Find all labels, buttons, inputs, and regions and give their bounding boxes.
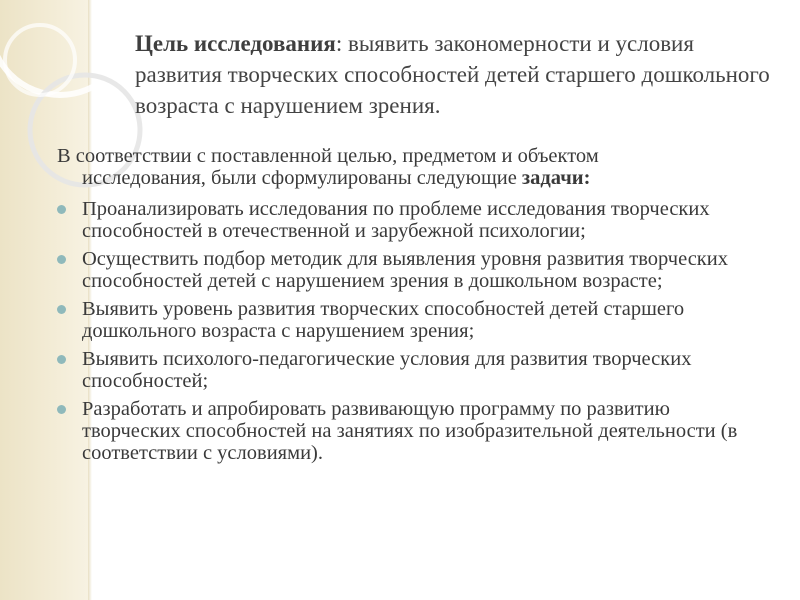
heading-colon: :	[335, 31, 343, 56]
heading-label: Цель исследования	[135, 31, 336, 56]
intro-tasks-word: задачи:	[521, 167, 591, 189]
intro-paragraph	[57, 145, 757, 189]
task-text: Выявить уровень развития творческих способностей детей старшего дошкольного возраста с нарушением зрения;	[82, 298, 685, 342]
task-item	[57, 348, 767, 392]
slide-heading	[135, 28, 775, 121]
task-item	[57, 248, 767, 292]
tasks-list	[57, 198, 767, 470]
bullet-icon	[57, 205, 66, 214]
bullet-icon	[57, 305, 66, 314]
task-text: Разработать и апробировать развивающую программу по развитию творческих способностей на занятиях по изобразительной деятельности (в соответствии с условиями).	[82, 398, 738, 464]
task-text: Осуществить подбор методик для выявления уровня развития творческих способностей детей с нарушением зрения в дошкольном возрасте;	[82, 248, 728, 292]
task-item	[57, 298, 767, 342]
intro-line1: В соответствии с поставленной целью, предметом и объектом	[57, 145, 599, 167]
heading-text: выявить закономерности и условия развития творческих способностей детей старшего дошкольного возраста с нарушением зрения.	[135, 31, 770, 118]
deco-circle-small	[5, 25, 75, 95]
task-item	[57, 398, 767, 464]
bullet-icon	[57, 355, 66, 364]
bullet-icon	[57, 405, 66, 414]
task-text: Выявить психолого-педагогические условия для развития творческих способностей;	[82, 348, 692, 392]
intro-line2	[57, 167, 757, 189]
task-item	[57, 198, 767, 242]
bullet-icon	[57, 255, 66, 264]
task-text: Проанализировать исследования по проблеме исследования творческих способностей в отечественной и зарубежной психологии;	[82, 198, 710, 242]
intro-line2-text: исследования, были сформулированы следующие	[82, 167, 522, 189]
